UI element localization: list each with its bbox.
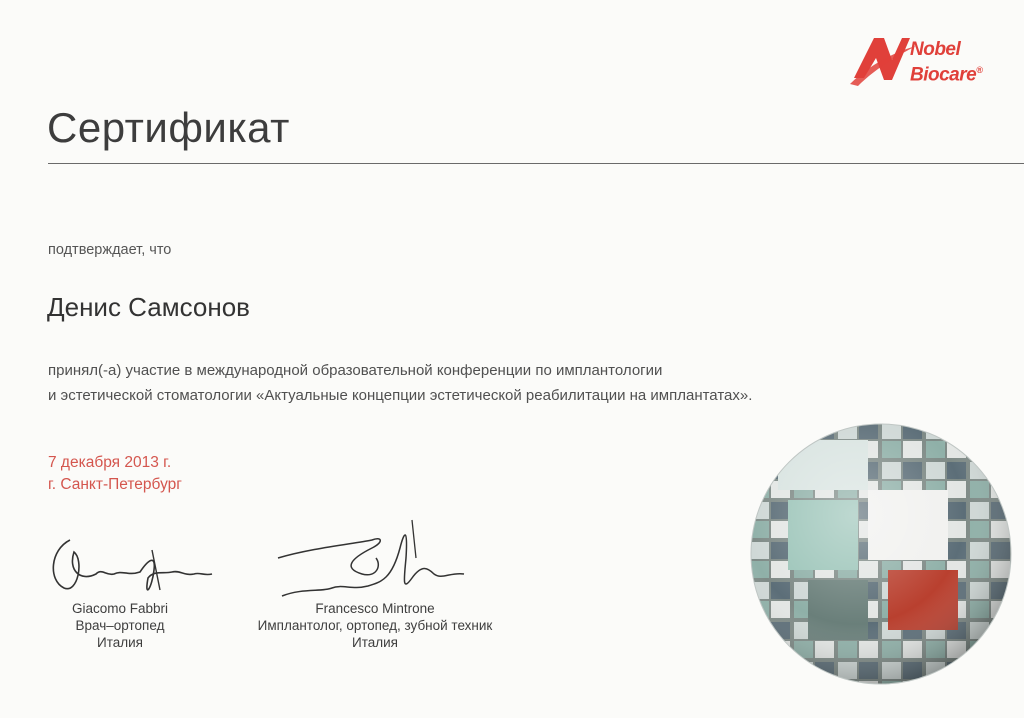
signature-fabbri-icon [44, 530, 224, 606]
registered-mark: ® [976, 65, 983, 75]
nobel-biocare-logo-mark-icon [848, 26, 918, 90]
recipient-name: Денис Самсонов [47, 292, 250, 322]
logo-line-2: Biocare® [910, 64, 983, 86]
title-divider [48, 163, 1024, 164]
event-date: 7 декабря 2013 г. [48, 454, 172, 471]
nobel-biocare-logo [848, 26, 1008, 90]
signatory-fabbri [20, 600, 220, 651]
description-line-2: и эстетической стоматологии «Актуальные концепции эстетической реабилитации на имплантатах». [48, 387, 753, 404]
signatory-role: Врач–ортопед [75, 618, 165, 633]
participation-description [48, 358, 868, 408]
signatory-role: Имплантолог, ортопед, зубной техник [257, 618, 493, 633]
logo-line-1: Nobel [910, 39, 961, 60]
signatory-mintrone [230, 600, 520, 651]
certificate-title: Сертификат [47, 104, 290, 151]
logo-wordmark [910, 40, 982, 85]
signatory-name: Giacomo Fabbri [71, 601, 169, 616]
event-city: г. Санкт-Петербург [48, 476, 182, 493]
confirms-text: подтверждает, что [48, 242, 172, 258]
signatory-name: Francesco Mintrone [315, 601, 435, 616]
event-details [48, 452, 182, 496]
photo-collage-globe-icon [748, 420, 1014, 688]
description-line-1: принял(-а) участие в международной образовательной конференции по имплантологии [48, 362, 663, 379]
signatory-country: Италия [352, 635, 398, 650]
signatory-country: Италия [97, 635, 143, 650]
